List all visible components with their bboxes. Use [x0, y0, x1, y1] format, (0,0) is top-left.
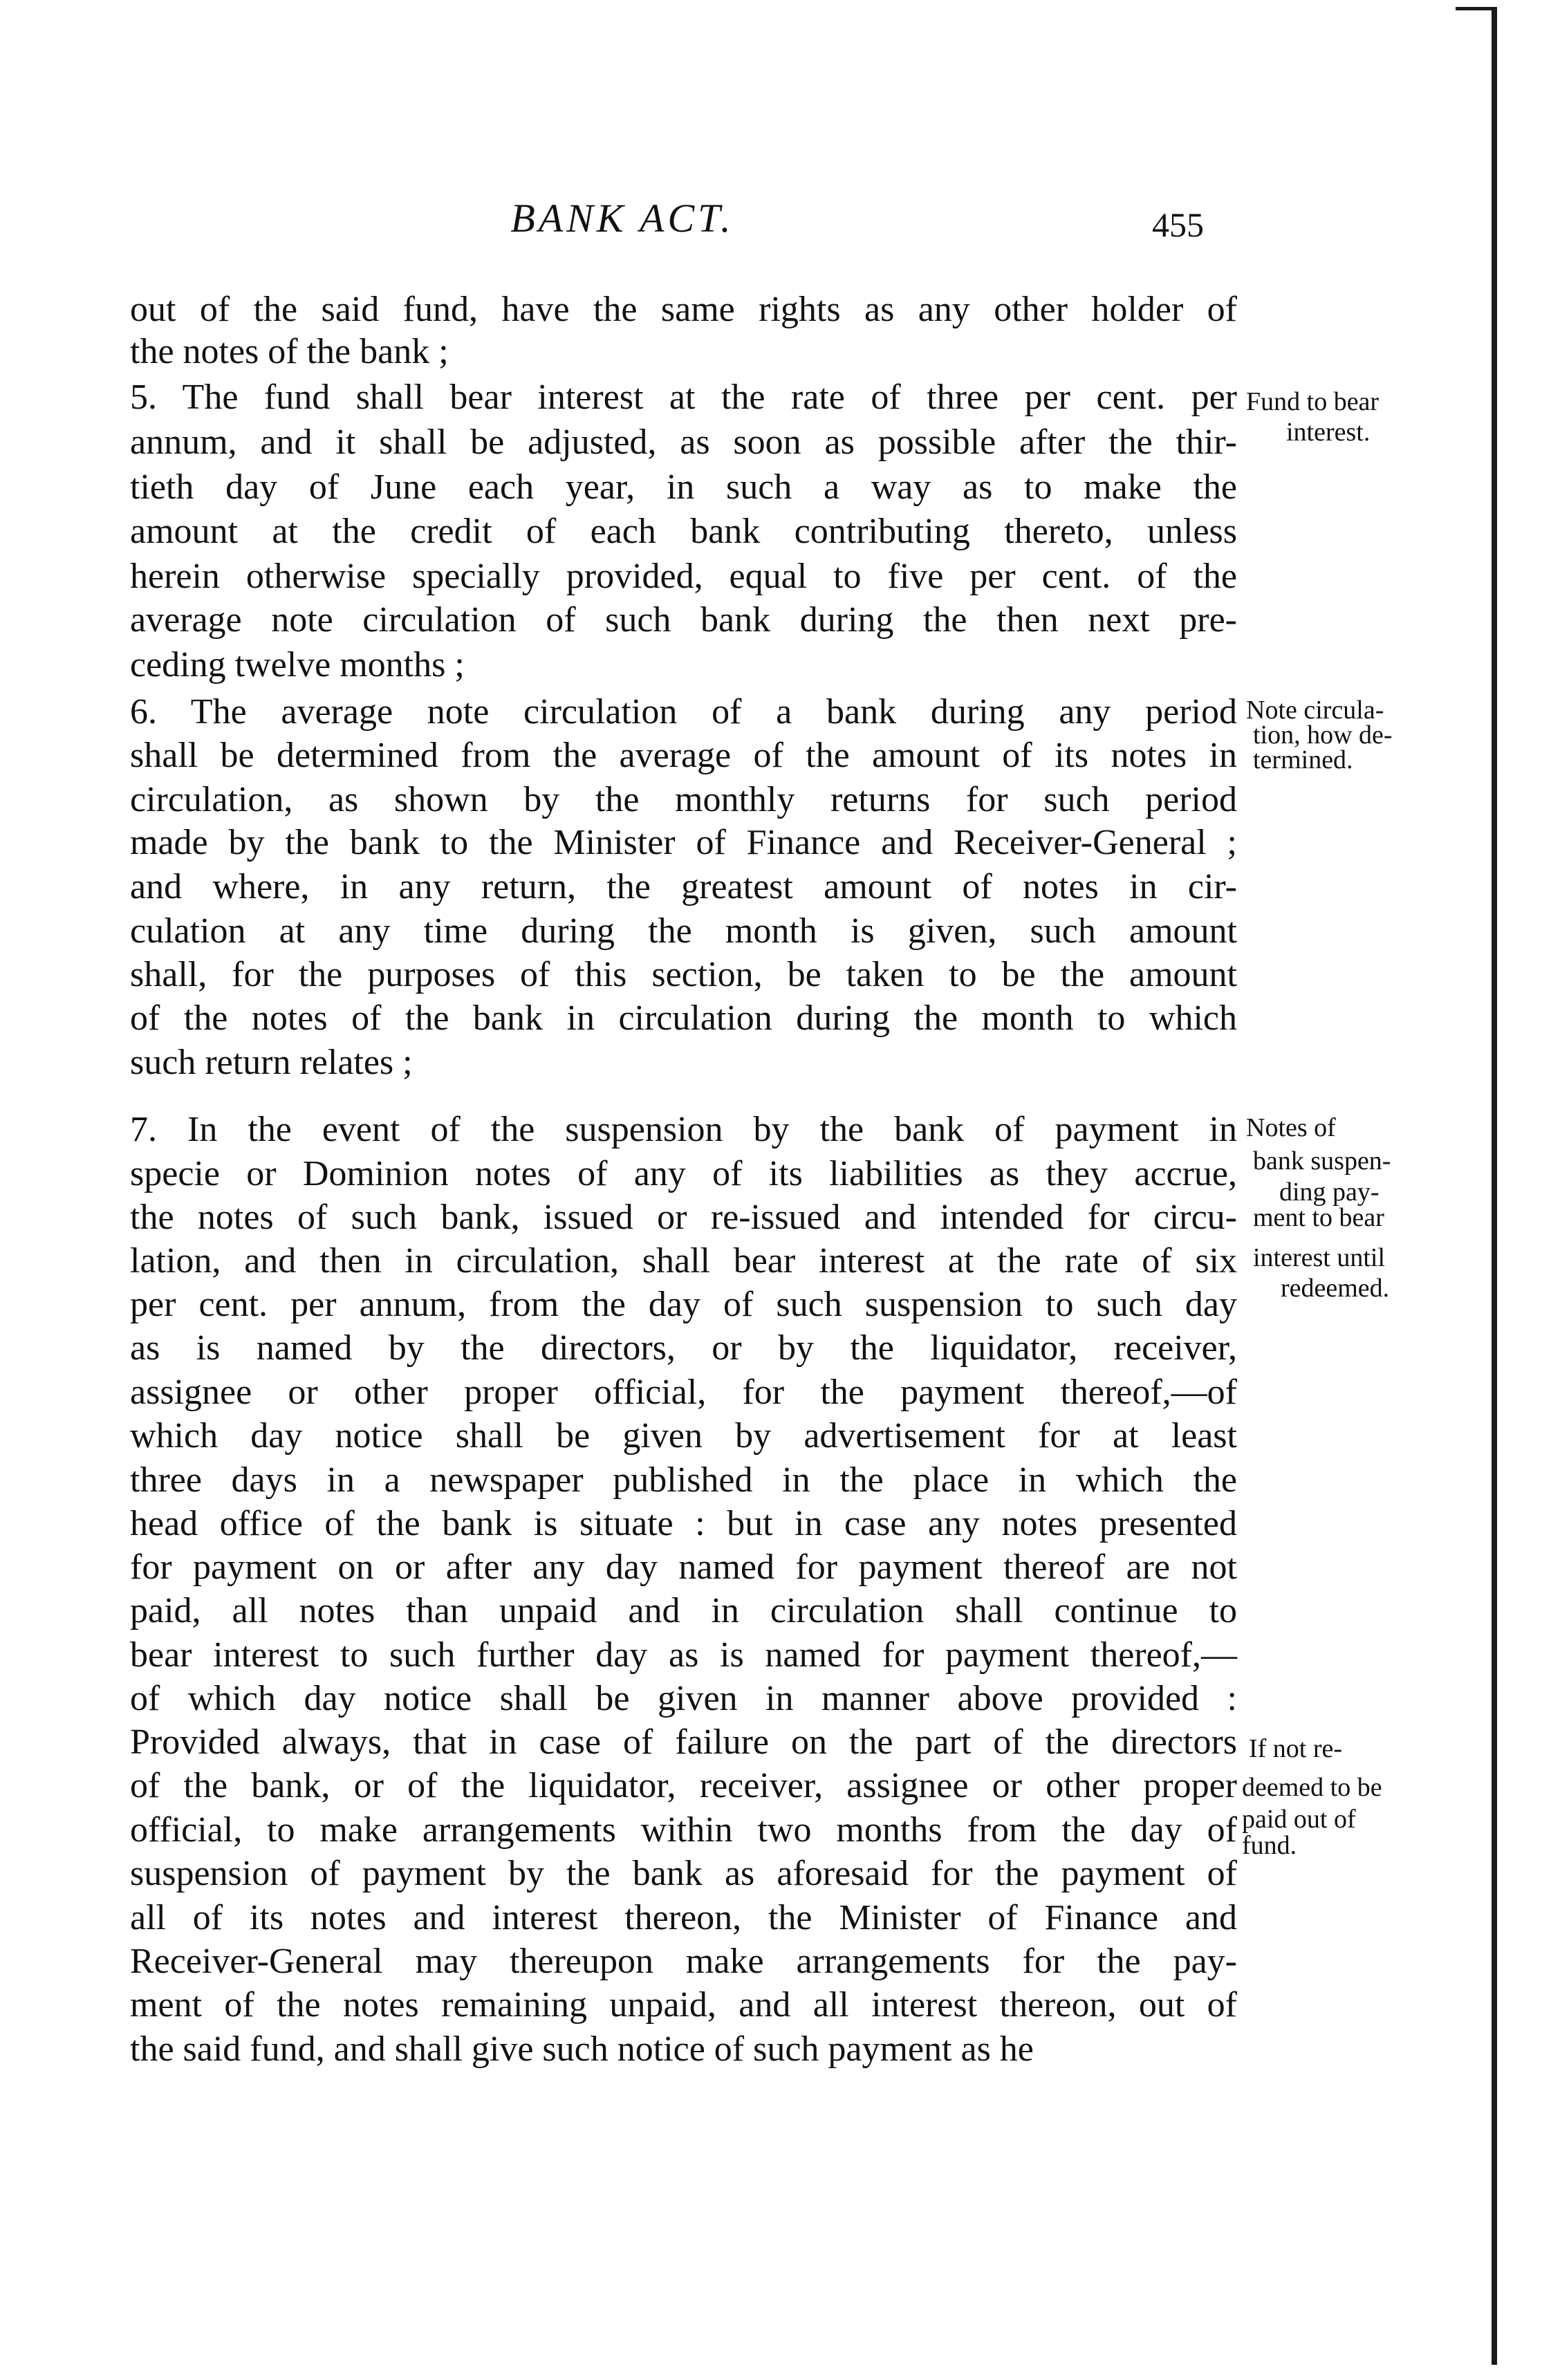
text-line: lation, and then in circulation, shall bear interest at the rate of six: [130, 1241, 1237, 1281]
text-line: of the notes of the bank in circulation during the month to which: [130, 998, 1237, 1038]
running-head: BANK ACT.: [510, 196, 734, 241]
margin-note-line: interest.: [1286, 418, 1371, 447]
text-line: amount at the credit of each bank contributing thereto, unless: [130, 512, 1237, 551]
text-line: of the bank, or of the liquidator, receiver, assignee or other proper: [130, 1766, 1237, 1805]
text-line: ceding twelve months ;: [130, 645, 465, 685]
page-edge-right: [1492, 7, 1497, 2365]
text-line: herein otherwise specially provided, equal to five per cent. of the: [130, 557, 1237, 596]
text-line: which day notice shall be given by advertisement for at least: [130, 1416, 1237, 1456]
text-line: the notes of such bank, issued or re-issued and intended for circu-: [130, 1198, 1237, 1237]
margin-note-line: fund.: [1242, 1831, 1297, 1860]
text-line: all of its notes and interest thereon, the Minister of Finance and: [130, 1898, 1237, 1937]
text-line: for payment on or after any day named for payment thereof are not: [130, 1547, 1237, 1587]
text-line: specie or Dominion notes of any of its liabilities as they accrue,: [130, 1154, 1237, 1193]
text-line: circulation, as shown by the monthly returns for such period: [130, 780, 1237, 819]
margin-note-line: Fund to bear: [1246, 387, 1380, 416]
margin-note-line: ment to bear: [1253, 1203, 1384, 1232]
text-line: tieth day of June each year, in such a way as to make the: [130, 467, 1237, 507]
text-line: shall, for the purposes of this section, be taken to be the amount: [130, 955, 1237, 994]
text-line: annum, and it shall be adjusted, as soon as possible after the thir-: [130, 422, 1237, 462]
text-line: head office of the bank is situate : but in case any notes presented: [130, 1504, 1237, 1543]
text-line: made by the bank to the Minister of Finance and Receiver-General ;: [130, 823, 1237, 862]
text-line: as is named by the directors, or by the liquidator, receiver,: [130, 1328, 1237, 1368]
page-edge-top: [1456, 7, 1497, 10]
margin-note-line: interest until: [1253, 1243, 1386, 1272]
text-line: 7. In the event of the suspension by the bank of payment in: [130, 1110, 1237, 1149]
text-line: paid, all notes than unpaid and in circulation shall continue to: [130, 1591, 1237, 1630]
margin-note-line: redeemed.: [1281, 1274, 1390, 1303]
text-line: bear interest to such further day as is named for payment thereof,—: [130, 1635, 1237, 1675]
margin-note-line: ding pay-: [1279, 1178, 1380, 1207]
margin-note-line: bank suspen-: [1253, 1146, 1391, 1175]
text-line: per cent. per annum, from the day of such suspension to such day: [130, 1285, 1237, 1324]
margin-note-line: Note circula-: [1246, 696, 1384, 725]
text-line: assignee or other proper official, for the payment thereof,—of: [130, 1373, 1237, 1412]
text-line: out of the said fund, have the same rights as any other holder of: [130, 290, 1237, 329]
text-line: Provided always, that in case of failure on the part of the directors: [130, 1722, 1237, 1762]
text-line: of which day notice shall be given in manner above provided :: [130, 1679, 1237, 1718]
text-line: official, to make arrangements within two months from the day of: [130, 1810, 1237, 1850]
text-line: suspension of payment by the bank as aforesaid for the payment of: [130, 1854, 1237, 1893]
text-line: and where, in any return, the greatest amount of notes in cir-: [130, 867, 1237, 907]
text-line: such return relates ;: [130, 1043, 413, 1082]
text-line: average note circulation of such bank during the then next pre-: [130, 600, 1237, 640]
text-line: ment of the notes remaining unpaid, and all interest thereon, out of: [130, 1985, 1237, 2025]
text-line: shall be determined from the average of the amount of its notes in: [130, 736, 1237, 775]
margin-note-line: Notes of: [1246, 1113, 1336, 1142]
text-line: three days in a newspaper published in the place in which the: [130, 1460, 1237, 1500]
margin-note-line: termined.: [1253, 745, 1353, 774]
text-line: Receiver-General may thereupon make arrangements for the pay-: [130, 1942, 1237, 1981]
margin-note-line: paid out of: [1242, 1805, 1356, 1834]
text-line: 6. The average note circulation of a bank during any period: [130, 692, 1237, 732]
margin-note-line: deemed to be: [1242, 1773, 1382, 1802]
margin-note-line: tion, how de-: [1253, 720, 1393, 750]
text-line: culation at any time during the month is given, such amount: [130, 911, 1237, 951]
text-line: the said fund, and shall give such notice of such payment as he: [130, 2029, 1034, 2069]
text-line: the notes of the bank ;: [130, 332, 449, 371]
text-line: 5. The fund shall bear interest at the rate of three per cent. per: [130, 378, 1237, 417]
margin-note-line: If not re-: [1249, 1734, 1343, 1763]
page-number: 455: [1152, 205, 1204, 244]
